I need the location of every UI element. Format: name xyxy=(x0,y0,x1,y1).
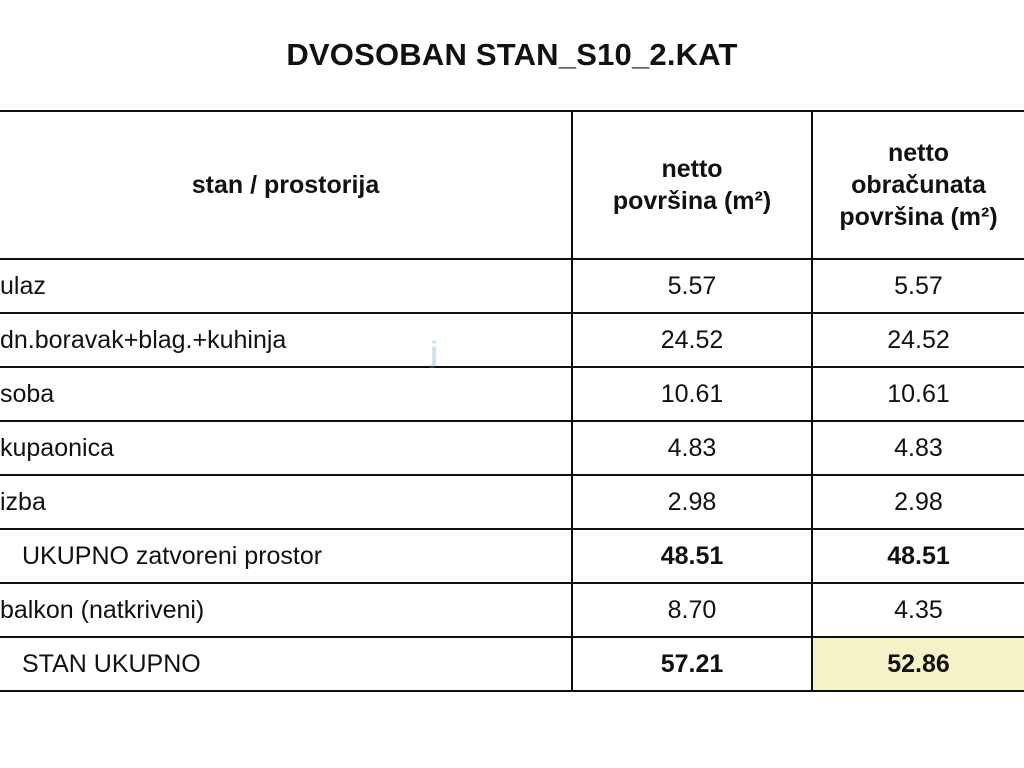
row-calculated-area: 10.61 xyxy=(812,367,1024,421)
table-row xyxy=(0,583,1024,637)
column-header-net-area-line2: površina (m²) xyxy=(612,187,772,215)
table-row xyxy=(0,367,1024,421)
row-room-name: kupaonica xyxy=(0,421,572,475)
row-net-area: 57.21 xyxy=(572,637,812,691)
row-calculated-area: 5.57 xyxy=(812,259,1024,313)
table-row xyxy=(0,529,1024,583)
row-net-area: 5.57 xyxy=(572,259,812,313)
table-row xyxy=(0,421,1024,475)
row-room-name: dn.boravak+blag.+kuhinja xyxy=(0,313,572,367)
row-net-area: 10.61 xyxy=(572,367,812,421)
row-room-name: soba xyxy=(0,367,572,421)
row-calculated-area: 48.51 xyxy=(812,529,1024,583)
column-header-room xyxy=(0,111,572,259)
area-table xyxy=(0,110,1024,692)
row-calculated-area: 24.52 xyxy=(812,313,1024,367)
table-row xyxy=(0,637,1024,691)
page-title: DVOSOBAN STAN_S10_2.KAT xyxy=(286,37,738,72)
watermark-mark: j xyxy=(430,336,439,369)
table-header-row xyxy=(0,111,1024,259)
row-net-area: 4.83 xyxy=(572,421,812,475)
title-area xyxy=(0,0,1024,110)
column-header-calculated-area-line3: površina (m²) xyxy=(839,203,998,231)
row-calculated-area: 52.86 xyxy=(812,637,1024,691)
column-header-calculated-area xyxy=(812,111,1024,259)
row-net-area: 8.70 xyxy=(572,583,812,637)
row-calculated-area: 4.35 xyxy=(812,583,1024,637)
row-net-area: 2.98 xyxy=(572,475,812,529)
column-header-net-area-line1: netto xyxy=(661,155,723,183)
row-room-name: UKUPNO zatvoreni prostor xyxy=(0,529,572,583)
table-header xyxy=(0,111,1024,259)
column-header-room-label: stan / prostorija xyxy=(191,171,380,199)
column-header-net-area xyxy=(572,111,812,259)
row-net-area: 24.52 xyxy=(572,313,812,367)
table-row xyxy=(0,313,1024,367)
row-room-name: balkon (natkriveni) xyxy=(0,583,572,637)
column-header-calculated-area-line2: obračunata xyxy=(851,171,986,199)
table-row xyxy=(0,259,1024,313)
table-body xyxy=(0,259,1024,691)
table-row xyxy=(0,475,1024,529)
row-net-area: 48.51 xyxy=(572,529,812,583)
row-room-name: STAN UKUPNO xyxy=(0,637,572,691)
row-calculated-area: 4.83 xyxy=(812,421,1024,475)
row-calculated-area: 2.98 xyxy=(812,475,1024,529)
row-room-name: ulaz xyxy=(0,259,572,313)
column-header-calculated-area-line1: netto xyxy=(887,139,950,167)
row-room-name: izba xyxy=(0,475,572,529)
